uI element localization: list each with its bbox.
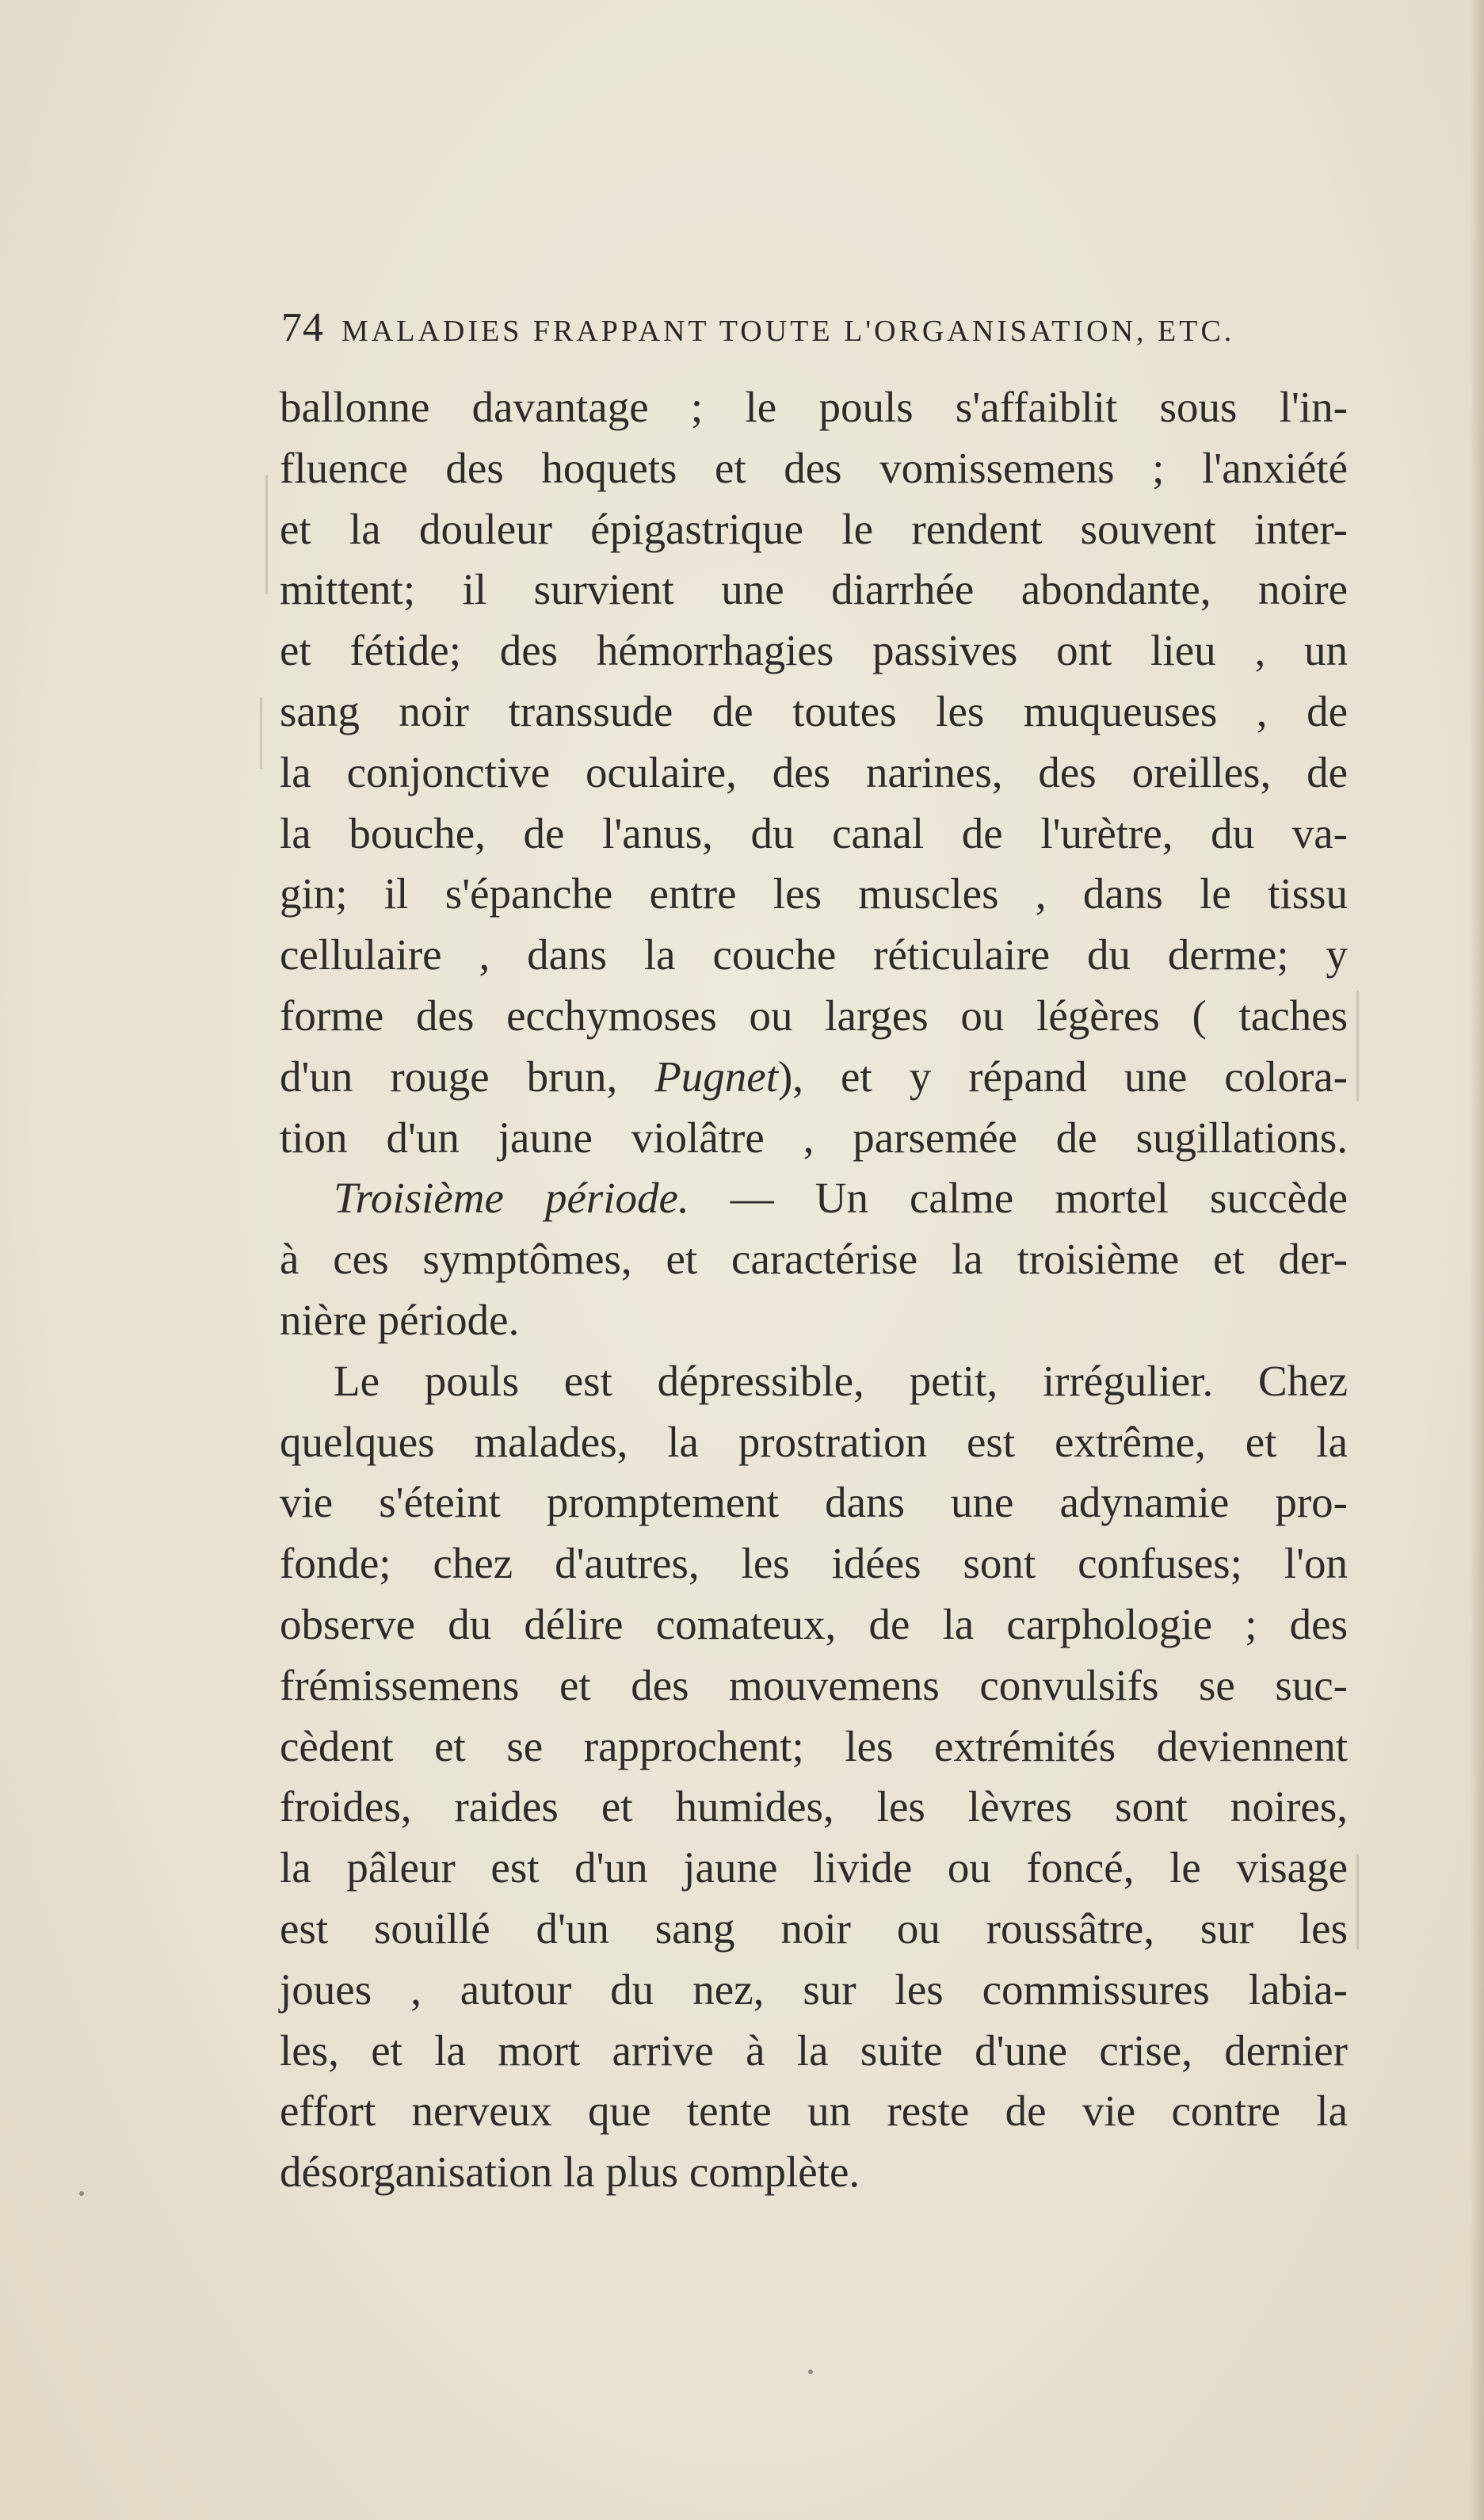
text-fragment: ), et y répand une colora-: [777, 1052, 1348, 1101]
text-fragment: — Un calme mortel succède: [689, 1174, 1348, 1223]
text-line: frémissemens et des mouvemens convulsifs se suc-: [280, 1660, 1348, 1709]
text-line: à ces symptômes, et caractérise la troisième et der-: [280, 1235, 1348, 1284]
text-line-with-citation: [280, 1047, 1348, 1108]
margin-pencil-mark: [260, 697, 262, 769]
text-line: Le pouls est dépressible, petit, irrégulier. Chez: [334, 1356, 1348, 1405]
text-line: quelques malades, la prostration est extrême, et la: [280, 1417, 1348, 1466]
margin-pencil-mark: [1356, 991, 1359, 1102]
section-heading: Troisième période.: [334, 1174, 689, 1223]
page-header: [281, 304, 1343, 360]
text-line: observe du délire comateux, de la carphologie ; des: [280, 1599, 1348, 1648]
margin-pencil-mark: [265, 475, 268, 594]
text-line: la bouche, de l'anus, du canal de l'urètre, du va-: [280, 808, 1348, 857]
text-line: effort nerveux que tente un reste de vie contre la: [280, 2087, 1348, 2136]
text-line: vie s'éteint promptement dans une adynamie pro-: [280, 1478, 1348, 1527]
running-head: MALADIES FRAPPANT TOUTE L'ORGANISATION, ETC.: [341, 315, 1235, 348]
text-line: et la douleur épigastrique le rendent souvent inter-: [280, 504, 1348, 553]
text-line: gin; il s'épanche entre les muscles , dans le tissu: [280, 869, 1348, 918]
text-line: froides, raides et humides, les lèvres sont noires,: [280, 1782, 1348, 1831]
ink-speck: [79, 2191, 84, 2196]
ink-speck: [808, 2369, 813, 2374]
text-fragment: d'un rouge brun,: [280, 1052, 655, 1101]
margin-pencil-mark: [1356, 1854, 1359, 1949]
text-line: tion d'un jaune violâtre , parsemée de sugillations.: [280, 1113, 1348, 1162]
text-line: mittent; il survient une diarrhée abondante, noire: [280, 565, 1348, 614]
text-line: est souillé d'un sang noir ou roussâtre, sur les: [280, 1903, 1348, 1953]
section-heading-line: [280, 1168, 1348, 1229]
text-line: la pâleur est d'un jaune livide ou foncé, le visage: [280, 1843, 1348, 1892]
text-line: les, et la mort arrive à la suite d'une crise, dernier: [280, 2026, 1348, 2075]
text-line: désorganisation la plus complète.: [280, 2148, 860, 2197]
page-edge-shadow: [1470, 0, 1484, 2520]
text-line: la conjonctive oculaire, des narines, des oreilles, de: [280, 747, 1348, 796]
text-line: joues , autour du nez, sur les commissures labia-: [280, 1964, 1348, 2014]
text-line: cèdent et se rapprochent; les extrémités deviennent: [280, 1721, 1348, 1770]
body-text: [280, 377, 1348, 2203]
text-line: fonde; chez d'autres, les idées sont confuses; l'on: [280, 1539, 1348, 1588]
text-line: cellulaire , dans la couche réticulaire du derme; y: [280, 930, 1348, 979]
text-line: et fétide; des hémorrhagies passives ont lieu , un: [280, 626, 1348, 675]
citation-author: Pugnet: [654, 1052, 778, 1101]
text-line: ballonne davantage ; le pouls s'affaiblit sous l'in-: [280, 383, 1348, 431]
text-line: sang noir transsude de toutes les muqueuses , de: [280, 686, 1348, 735]
text-line: fluence des hoquets et des vomissemens ; l'anxiété: [280, 443, 1348, 492]
text-line: nière période.: [280, 1295, 520, 1344]
page-number: 74: [281, 305, 324, 350]
text-line: forme des ecchymoses ou larges ou légères ( taches: [280, 991, 1348, 1040]
